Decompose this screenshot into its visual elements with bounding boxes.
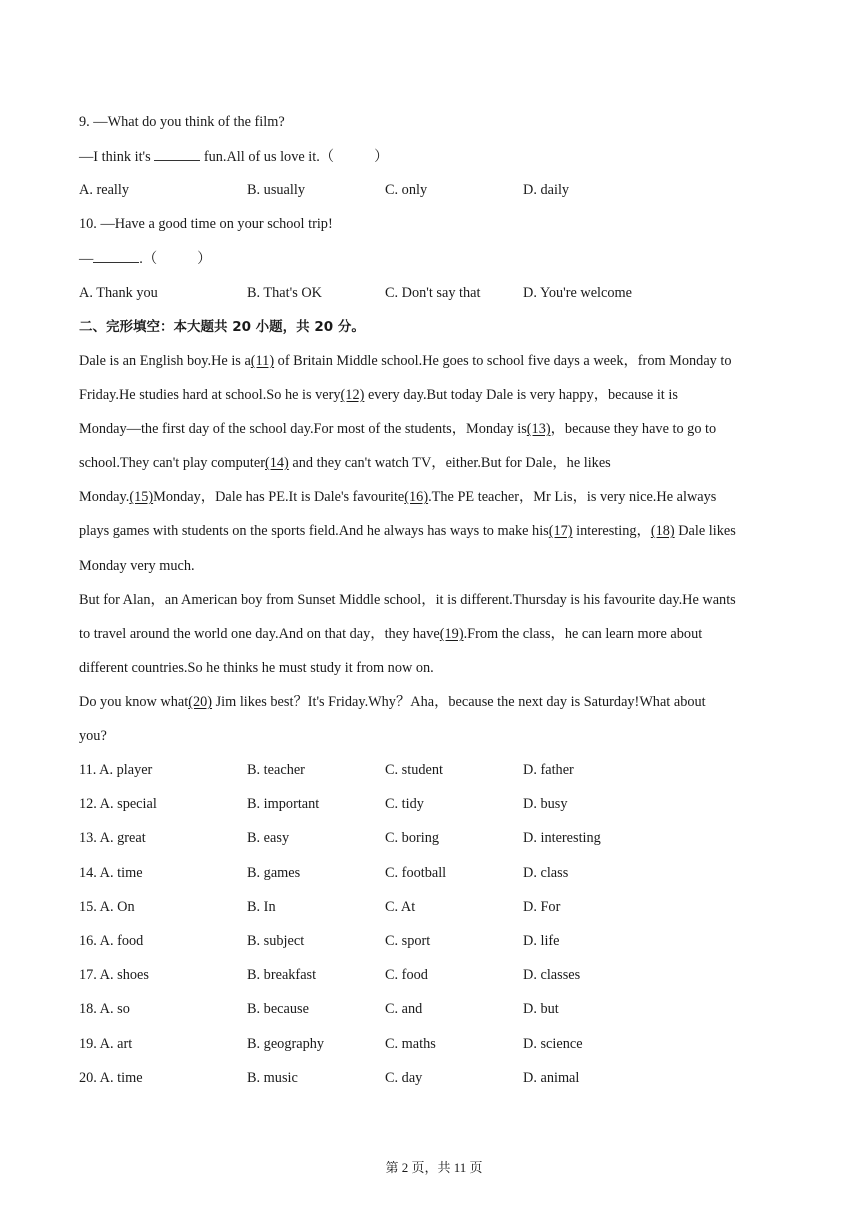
blank-number: (13) [526, 421, 551, 437]
passage-line [79, 385, 678, 405]
passage-text: school.They can't play computer [79, 455, 265, 471]
q11-option-a[interactable]: 11. A. player [79, 762, 153, 778]
q10-option-a[interactable]: A. Thank you [79, 285, 158, 301]
q18-option-b[interactable]: B. because [247, 1001, 309, 1018]
blank-number: (11) [250, 353, 275, 369]
passage-line: Monday very much. [79, 558, 195, 574]
passage-text: .From the class，he can learn more about [463, 626, 703, 642]
q16-option-b[interactable]: B. subject [247, 933, 305, 949]
passage-line [79, 487, 716, 507]
passage-line: you? [79, 728, 107, 744]
q14-option-b[interactable]: B. games [247, 864, 301, 881]
passage-text: Monday. [79, 489, 130, 505]
q9-option-a[interactable]: A. really [79, 182, 130, 198]
blank-number: (18) [650, 523, 675, 539]
q19-option-b[interactable]: B. geography [247, 1035, 325, 1052]
q11-option-c[interactable]: C. student [385, 762, 443, 778]
section-heading: 二、完形填空：本大题共 20 小题，共 20 分。 [79, 319, 365, 335]
passage-line [79, 521, 736, 541]
q9-line2-post: fun.All of us love it.（ [203, 149, 335, 165]
blank-number: (17) [548, 523, 573, 539]
q16-option-a[interactable]: 16. A. food [79, 933, 144, 949]
q15-option-d[interactable]: D. For [523, 898, 561, 915]
passage-text: .The PE teacher，Mr Lis，is very nice.He always [428, 489, 717, 505]
q14-option-d[interactable]: D. class [523, 864, 569, 881]
q13-option-a[interactable]: 13. A. great [79, 830, 146, 847]
passage-line: different countries.So he thinks he must study it from now on. [79, 660, 434, 676]
page-footer: 第 2 页，共 11 页 [385, 1160, 483, 1175]
q9-stem: 9. —What do you think of the film? [79, 114, 285, 130]
q17-option-d[interactable]: D. classes [523, 967, 581, 984]
passage-line [79, 624, 702, 644]
passage-text: Dale likes [674, 523, 736, 539]
q9-option-c[interactable]: C. only [385, 182, 428, 198]
q20-option-c[interactable]: C. day [385, 1069, 423, 1086]
answer-blank[interactable] [93, 248, 139, 263]
q10-stem: 10. —Have a good time on your school trip! [79, 216, 333, 232]
blank-number: (14) [265, 455, 289, 471]
q10-line2-post: .（ [139, 251, 158, 267]
q15-option-c[interactable]: C. At [385, 898, 416, 915]
blank-number: (12) [340, 387, 365, 403]
q12-option-b[interactable]: B. important [247, 796, 320, 813]
q11-option-d[interactable]: D. father [523, 762, 574, 778]
q14-option-a[interactable]: 14. A. time [79, 864, 143, 881]
passage-text: Jim likes best？It's Friday.Why？Aha，because the next day is Saturday!What about [212, 694, 706, 710]
answer-blank[interactable] [154, 146, 200, 161]
q11-option-b[interactable]: B. teacher [247, 762, 305, 778]
q18-option-d[interactable]: D. but [523, 1001, 559, 1018]
q10-option-c[interactable]: C. Don't say that [385, 285, 481, 301]
q12-option-d[interactable]: D. busy [523, 796, 568, 813]
q20-option-d[interactable]: D. animal [523, 1069, 580, 1086]
q9-line2 [79, 146, 388, 167]
passage-line [79, 419, 716, 439]
q19-option-d[interactable]: D. science [523, 1035, 583, 1052]
q12-option-c[interactable]: C. tidy [385, 796, 424, 813]
q16-option-c[interactable]: C. sport [385, 933, 431, 949]
q10-option-b[interactable]: B. That's OK [247, 285, 322, 301]
q18-option-a[interactable]: 18. A. so [79, 1001, 130, 1018]
q17-option-c[interactable]: C. food [385, 967, 428, 984]
q18-option-c[interactable]: C. and [385, 1001, 423, 1018]
q14-option-c[interactable]: C. football [385, 864, 447, 881]
q20-option-b[interactable]: B. music [247, 1069, 298, 1086]
blank-number: (16) [404, 489, 429, 505]
blank-number: (15) [129, 489, 154, 505]
q9-line2-pre: —I think it's [79, 149, 151, 165]
blank-number: (19) [439, 626, 464, 642]
q10-paren-close: ） [197, 251, 212, 267]
passage-text: interesting， [572, 523, 651, 539]
q17-option-a[interactable]: 17. A. shoes [79, 967, 149, 984]
passage-text: to travel around the world one day.And on that day，they have [79, 626, 440, 642]
q10-option-d[interactable]: D. You're welcome [523, 285, 632, 301]
passage-text: ，because they have to go to [550, 421, 717, 437]
q13-option-c[interactable]: C. boring [385, 830, 440, 847]
q9-paren-close: ） [374, 149, 389, 165]
passage-line [79, 692, 706, 712]
passage-line [79, 453, 611, 473]
q9-option-d[interactable]: D. daily [523, 182, 570, 198]
passage-text: Monday，Dale has PE.It is Dale's favourite [153, 489, 405, 505]
passage-text: Friday.He studies hard at school.So he is very [79, 387, 341, 403]
q13-option-d[interactable]: D. interesting [523, 830, 601, 847]
q10-line2 [79, 248, 211, 269]
passage-text: of Britain Middle school.He goes to school five days a week，from Monday to [274, 353, 732, 369]
q19-option-a[interactable]: 19. A. art [79, 1035, 133, 1052]
blank-number: (20) [188, 694, 213, 710]
passage-line: But for Alan，an American boy from Sunset Middle school，it is different.Thursday is his favourite day.He wants [79, 592, 736, 608]
q15-option-a[interactable]: 15. A. On [79, 898, 135, 915]
q9-option-b[interactable]: B. usually [247, 182, 305, 198]
passage-text: every day.But today Dale is very happy，because it is [364, 387, 678, 403]
passage-text: Do you know what [79, 694, 189, 710]
q10-line2-pre: — [79, 251, 94, 267]
q16-option-d[interactable]: D. life [523, 933, 560, 949]
passage-text: and they can't watch TV，either.But for Dale，he likes [288, 455, 611, 471]
passage-text: plays games with students on the sports field.And he always has ways to make his [79, 523, 549, 539]
passage-text: Monday—the first day of the school day.For most of the students，Monday is [79, 421, 527, 437]
q20-option-a[interactable]: 20. A. time [79, 1069, 143, 1086]
passage-line [79, 351, 732, 371]
q19-option-c[interactable]: C. maths [385, 1035, 436, 1052]
q15-option-b[interactable]: B. In [247, 898, 276, 915]
q13-option-b[interactable]: B. easy [247, 830, 290, 847]
q17-option-b[interactable]: B. breakfast [247, 967, 317, 984]
q12-option-a[interactable]: 12. A. special [79, 796, 157, 813]
passage-text: Dale is an English boy.He is a [79, 353, 251, 369]
